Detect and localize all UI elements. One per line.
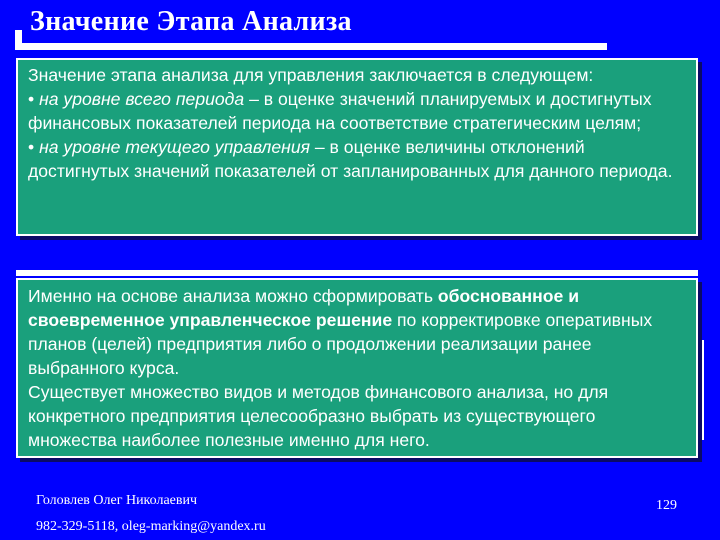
content-panel-significance [16, 58, 698, 236]
panel-edge-accent-top [16, 270, 698, 276]
emphasis-current-management: на уровне текущего управления [39, 137, 310, 157]
content-panel-decision [16, 278, 698, 458]
emphasis-decision: обоснованное и своевременное управленческое решение [28, 286, 580, 330]
footer-author: Головлев Олег Николаевич [36, 493, 198, 508]
title-underline [22, 43, 607, 50]
slide-title: Значение Этапа Анализа [30, 6, 352, 37]
page-number: 129 [656, 498, 677, 513]
panel-edge-accent-right [698, 340, 704, 440]
paragraph-methods: Существует множество видов и методов финансового анализа, но для конкретного предприятия целесообразно выбрать из существующего множества наиболее полезные именно для него. [28, 382, 609, 450]
footer-contact: 982-329-5118, oleg-marking@yandex.ru [36, 519, 266, 534]
paragraph-decision: Именно на основе анализа можно сформировать обоснованное и своевременное управленческое решение по корректировке оперативных планов (целей) предприятия либо о продолжении реализации ранее выбранного курса. [28, 286, 653, 378]
emphasis-period-level: на уровне всего периода [39, 89, 245, 109]
title-accent-vertical [15, 30, 22, 50]
panel-intro: Значение этапа анализа для управления заключается в следующем: • на уровне всего периода – в оценке значений планируемых и достигнутых финансовых показателей периода на соответствие стратегическим целям; • на уровне текущего управления – в оценке величины отклонений достигнутых значений показателей от запланированных для данного периода. [28, 65, 673, 181]
